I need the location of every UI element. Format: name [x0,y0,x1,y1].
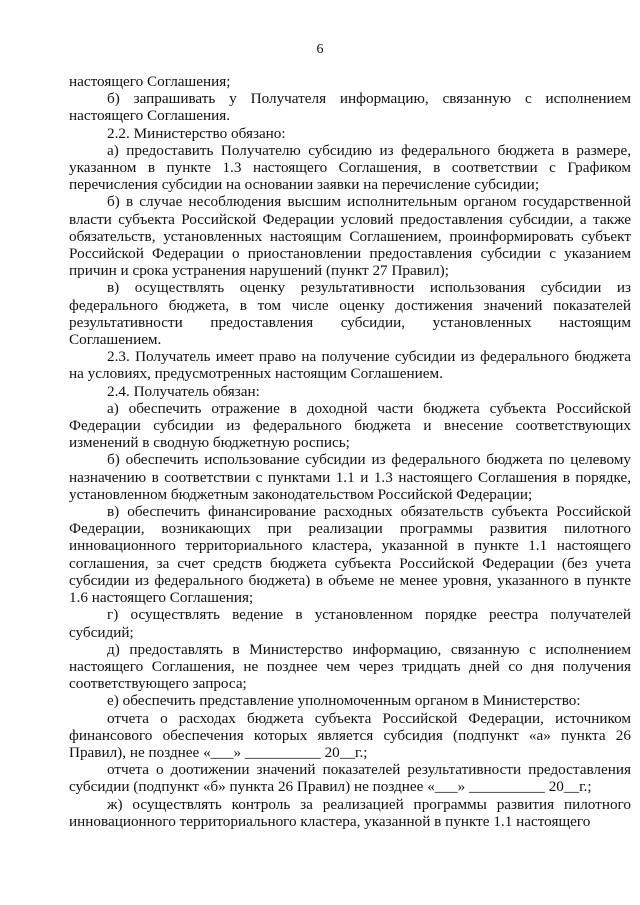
paragraph: а) предоставить Получателю субсидию из федерального бюджета в размере, указанном в пункте 1.3 настоящего Соглашения, в соответствии с Графиком перечисления субсидии на основании заявки на перечисление субсидии; [69,141,631,194]
paragraph: отчета о расходах бюджета субъекта Российской Федерации, источником финансового обеспечения которых является субсидия (подпункт «а» пункта 26 Правил), не позднее «___» __________ 20__г.; [69,709,631,761]
document-body [69,73,631,830]
paragraph: б) запрашивать у Получателя информацию, связанную с исполнением настоящего Соглашения. [69,90,631,125]
paragraph: е) обеспечить представление уполномоченным органом в Министерство: [107,692,581,710]
paragraph: 2.3. Получатель имеет право на получение субсидии из федерального бюджета на условиях, предусмотренных настоящим Соглашением. [69,348,631,383]
paragraph: а) обеспечить отражение в доходной части бюджета субъекта Российской Федерации субсидии из федерального бюджета и внесение соответствующих изменений в сводную бюджетную роспись; [69,399,631,452]
section-heading: 2.2. Министерство обязано: [107,124,286,142]
paragraph: ж) осуществлять контроль за реализацией программы развития пилотного инновационного территориального кластера, указанной в пункте 1.1 настоящего [69,795,631,830]
paragraph: б) в случае несоблюдения высшим исполнительным органом государственной власти субъекта Российской Федерации условий предоставления субсидии, а также обязательств, установленных настоящим Соглашением, проинформировать субъект Российской Федерации о приостановлении предоставления субсидии с указанием причин и срока устранения нарушений (пункт 27 Правил); [69,193,631,280]
paragraph: б) обеспечить использование субсидии из федерального бюджета по целевому назначению в соответствии с пунктами 1.1 и 1.3 настоящего Соглашения в порядке, установленном бюджетным законодательством Российской Федерации; [69,451,631,503]
paragraph: д) предоставлять в Министерство информацию, связанную с исполнением настоящего Соглашения, не позднее чем через тридцать дней со дня получения соответствующего запроса; [69,640,631,693]
section-heading: 2.4. Получатель обязан: [107,382,260,400]
paragraph: настоящего Соглашения; [69,73,231,90]
paragraph: в) обеспечить финансирование расходных обязательств субъекта Российской Федерации, возникающих при реализации программы развития пилотного инновационного территориального кластера, указанной в пункте 1.1 настоящего соглашения, за счет средств бюджета субъекта Российской Федерации (без учета субсидии из федерального бюджета) в объеме не менее уровня, указанного в пункте 1.6 настоящего Соглашения; [69,503,631,607]
paragraph: отчета о доотижении значений показателей результативности предоставления субсидии (подпункт «б» пункта 26 Правил) не позднее «___» __________ 20__г.; [69,761,631,796]
paragraph: г) осуществлять ведение в установленном порядке реестра получателей субсидий; [69,606,631,641]
page-number: 6 [316,42,324,57]
paragraph: в) осуществлять оценку результативности использования субсидии из федерального бюджета, в том числе оценку достижения значений показателей результативности предоставления субсидии, установленных настоящим Соглашением. [69,279,631,349]
